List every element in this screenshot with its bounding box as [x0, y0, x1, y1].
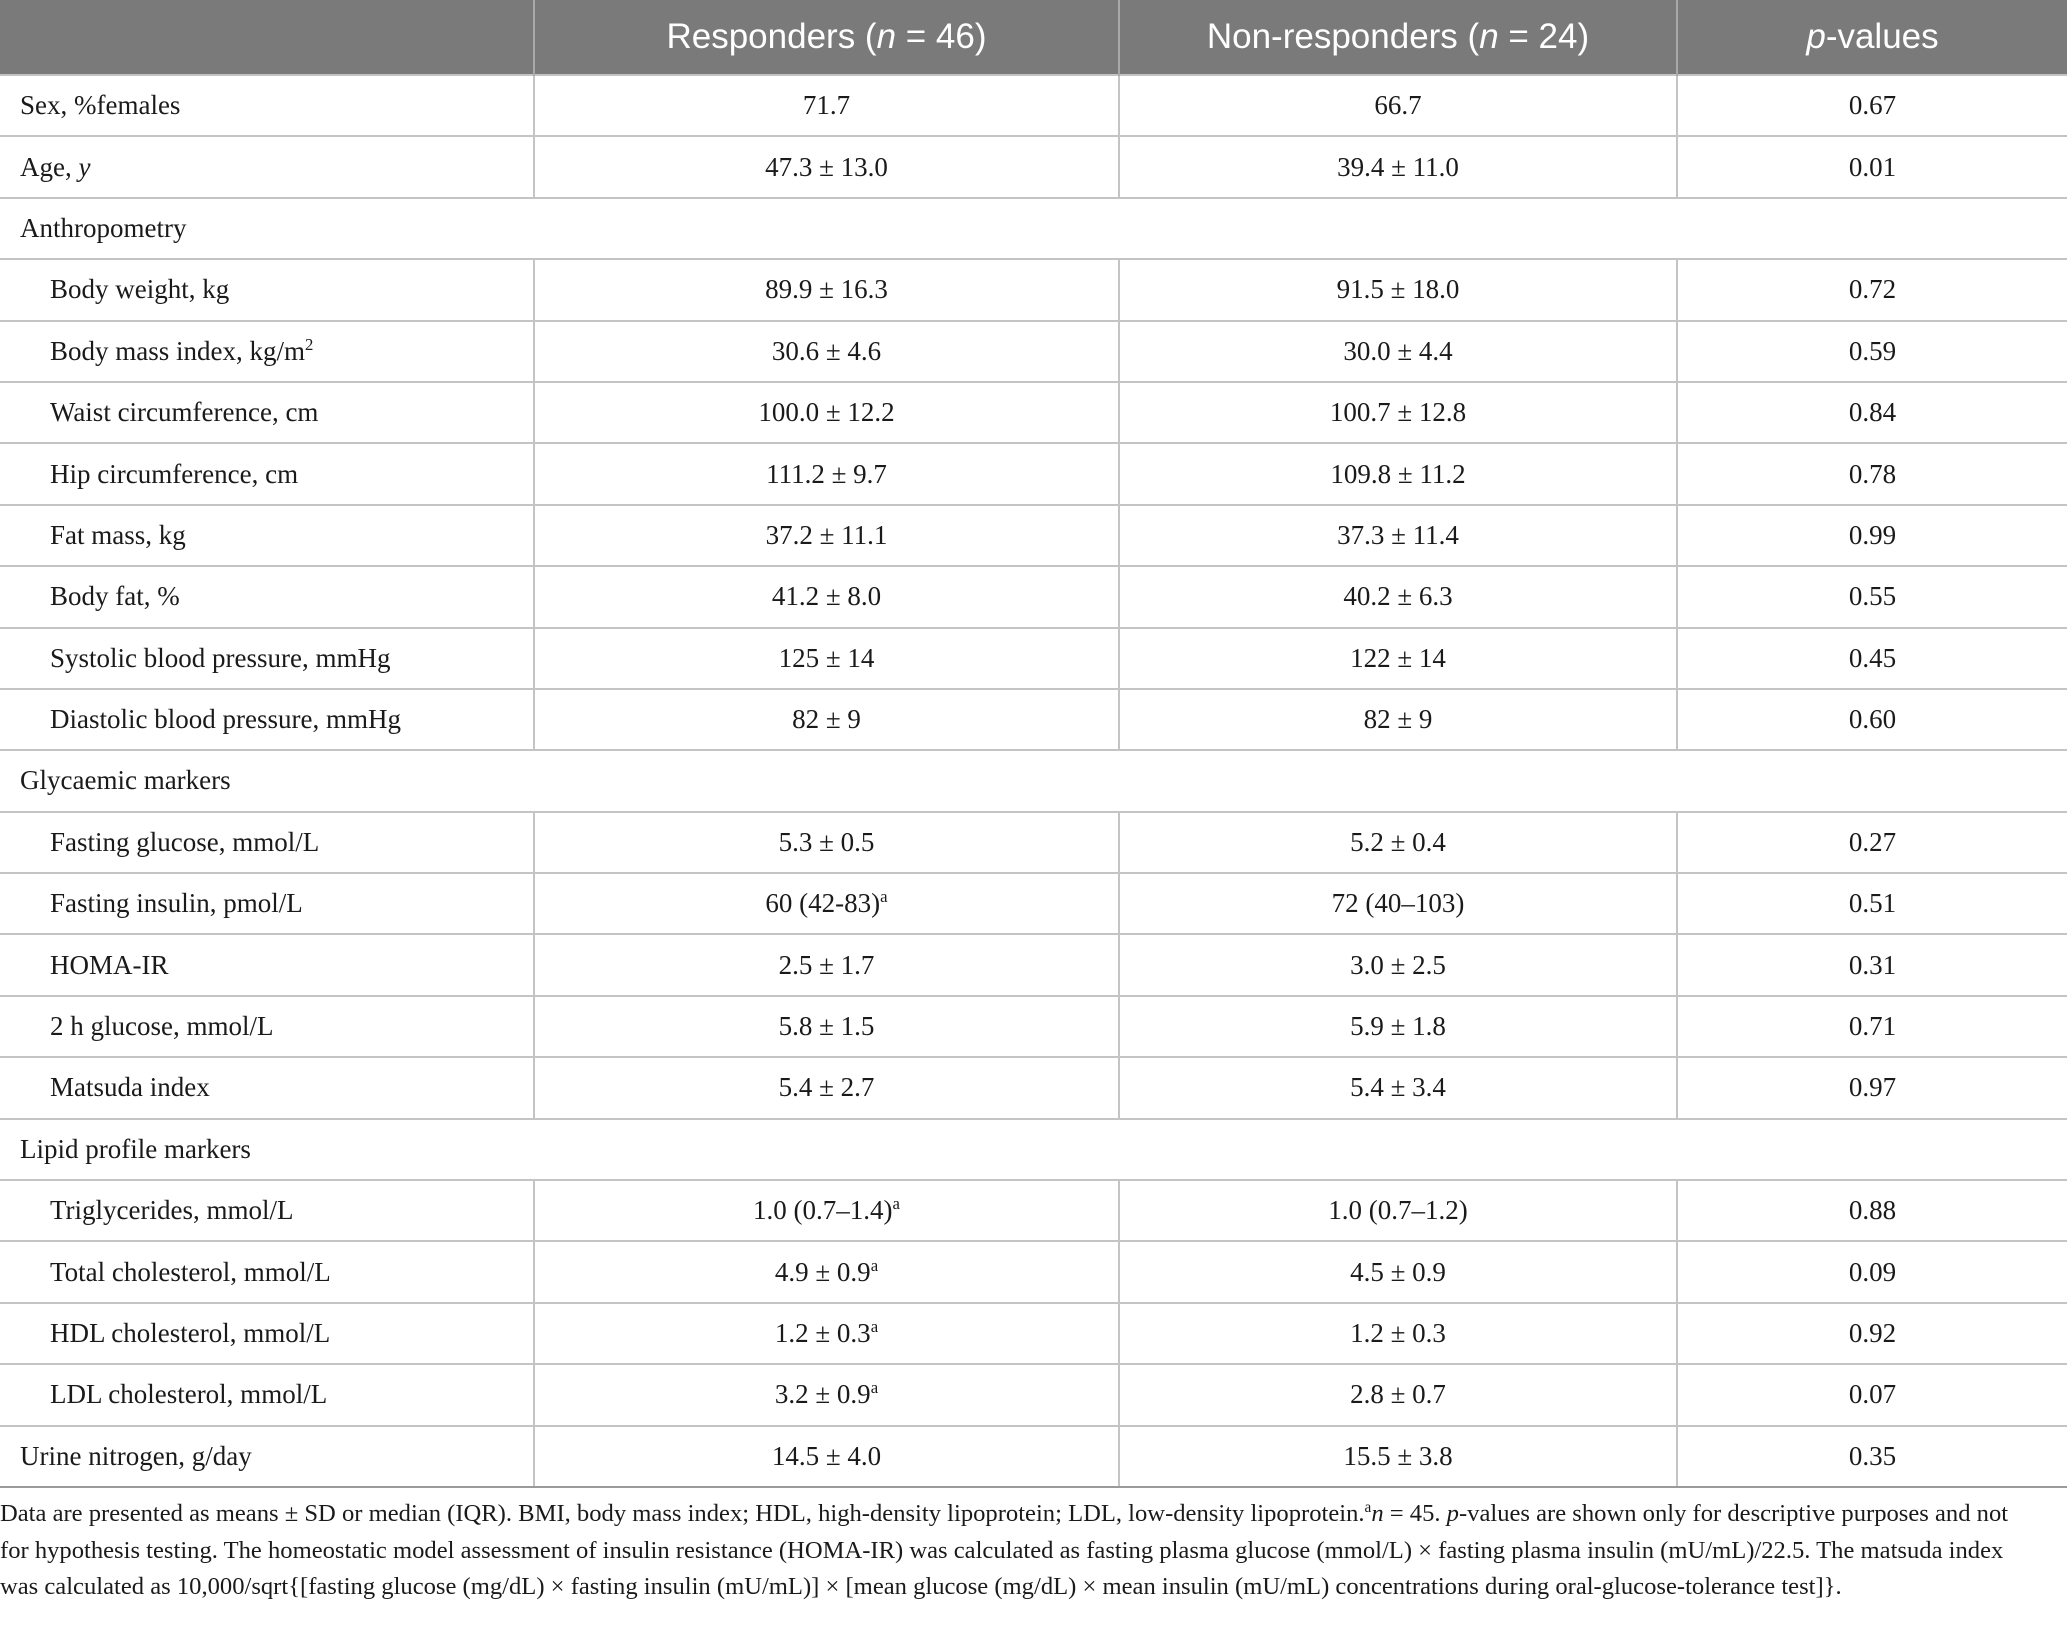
responders-value: 47.3 ± 13.0 [534, 136, 1119, 197]
section-heading: Anthropometry [0, 198, 2067, 259]
responders-value: 2.5 ± 1.7 [534, 934, 1119, 995]
row-label: Hip circumference, cm [0, 443, 534, 504]
footnote-marker: a [870, 1317, 879, 1336]
p-value: 0.60 [1677, 689, 2067, 750]
header-responders-pre: Responders ( [666, 17, 877, 56]
row-label: 2 h glucose, mmol/L [0, 996, 534, 1057]
footnote-part1: Data are presented as means ± SD or median (IQR). BMI, body mass index; HDL, high-density lipoprotein; LDL, low-density lipoprotein. [0, 1500, 1365, 1527]
value-text: 3.2 ± 0.9 [774, 1379, 871, 1410]
non-responders-value: 82 ± 9 [1119, 689, 1677, 750]
p-value: 0.71 [1677, 996, 2067, 1057]
table-row-dbp [0, 689, 2067, 750]
value-text: 1.0 (0.7–1.4) [753, 1195, 893, 1226]
table-row-fasting-glucose [0, 812, 2067, 873]
row-label: HOMA-IR [0, 934, 534, 995]
table-row-hip [0, 443, 2067, 504]
table-row-2h-glucose [0, 996, 2067, 1057]
responders-value [534, 1303, 1119, 1364]
p-value: 0.97 [1677, 1057, 2067, 1118]
non-responders-value: 1.0 (0.7–1.2) [1119, 1180, 1677, 1241]
row-label [0, 136, 534, 197]
responders-value: 71.7 [534, 75, 1119, 136]
p-value: 0.01 [1677, 136, 2067, 197]
non-responders-value: 37.3 ± 11.4 [1119, 505, 1677, 566]
table-row-hdl [0, 1303, 2067, 1364]
row-label: Matsuda index [0, 1057, 534, 1118]
responders-value: 82 ± 9 [534, 689, 1119, 750]
row-label-text: Age, [20, 151, 79, 182]
header-responders [534, 0, 1119, 75]
non-responders-value: 15.5 ± 3.8 [1119, 1426, 1677, 1487]
p-value: 0.88 [1677, 1180, 2067, 1241]
table-row-bmi [0, 321, 2067, 382]
p-value: 0.59 [1677, 321, 2067, 382]
row-label: LDL cholesterol, mmol/L [0, 1364, 534, 1425]
header-nonresponders-pre: Non-responders ( [1206, 17, 1480, 56]
non-responders-value: 109.8 ± 11.2 [1119, 443, 1677, 504]
p-value: 0.72 [1677, 259, 2067, 320]
responders-value [534, 1364, 1119, 1425]
table-footnote [0, 1496, 2040, 1606]
p-value: 0.92 [1677, 1303, 2067, 1364]
responders-value [534, 1241, 1119, 1302]
header-nonresponders-post: = 24) [1498, 17, 1590, 56]
p-value: 0.84 [1677, 382, 2067, 443]
row-label: HDL cholesterol, mmol/L [0, 1303, 534, 1364]
table-row-body-weight [0, 259, 2067, 320]
row-label-unit: y [78, 151, 91, 182]
section-row-lipid [0, 1119, 2067, 1180]
non-responders-value: 5.4 ± 3.4 [1119, 1057, 1677, 1118]
header-p-values [1677, 0, 2067, 75]
non-responders-value: 40.2 ± 6.3 [1119, 566, 1677, 627]
row-label: Urine nitrogen, g/day [0, 1426, 534, 1487]
non-responders-value: 4.5 ± 0.9 [1119, 1241, 1677, 1302]
p-value: 0.45 [1677, 628, 2067, 689]
row-label: Fasting glucose, mmol/L [0, 812, 534, 873]
table-row-fat-mass [0, 505, 2067, 566]
table-body [0, 75, 2067, 1487]
row-label-text: Body mass index, kg/m [50, 335, 305, 366]
non-responders-value: 91.5 ± 18.0 [1119, 259, 1677, 320]
non-responders-value: 100.7 ± 12.8 [1119, 382, 1677, 443]
footnote-part3: -values are shown only for descriptive purposes and not for hypothesis testing. The homeostatic model assessment of insulin resistance (HOMA-IR) was calculated as fasting plasma glucose (mmol/L) × fasting plasma insulin (mU/mL)/22.5. The matsuda index was calculated as 10,000/sqrt{[fasting glucose (mg/dL) × fasting insulin (mU/mL)] × [mean glucose (mg/dL) × mean insulin (mU/mL) concentrations during oral-glucose-tolerance test]}. [0, 1500, 2009, 1600]
section-row-glycaemic [0, 750, 2067, 811]
table-row-age [0, 136, 2067, 197]
footnote-text [0, 1496, 2040, 1606]
header-nonresponders-n: n [1479, 17, 1499, 56]
table-row-total-cholesterol [0, 1241, 2067, 1302]
table-row-sex [0, 75, 2067, 136]
footnote-part2: = 45. [1383, 1500, 1447, 1527]
non-responders-value: 66.7 [1119, 75, 1677, 136]
p-value: 0.35 [1677, 1426, 2067, 1487]
non-responders-value: 30.0 ± 4.4 [1119, 321, 1677, 382]
non-responders-value: 2.8 ± 0.7 [1119, 1364, 1677, 1425]
responders-value: 100.0 ± 12.2 [534, 382, 1119, 443]
table-row-ldl [0, 1364, 2067, 1425]
non-responders-value: 5.2 ± 0.4 [1119, 812, 1677, 873]
row-label: Fat mass, kg [0, 505, 534, 566]
value-text: 1.2 ± 0.3 [774, 1318, 871, 1348]
responders-value: 5.4 ± 2.7 [534, 1057, 1119, 1118]
p-value: 0.99 [1677, 505, 2067, 566]
row-label: Body weight, kg [0, 259, 534, 320]
table-row-urine-nitrogen [0, 1426, 2067, 1487]
responders-value [534, 873, 1119, 934]
non-responders-value: 72 (40–103) [1119, 873, 1677, 934]
p-value: 0.09 [1677, 1241, 2067, 1302]
p-value: 0.07 [1677, 1364, 2067, 1425]
non-responders-value: 3.0 ± 2.5 [1119, 934, 1677, 995]
responders-value: 89.9 ± 16.3 [534, 259, 1119, 320]
section-heading: Glycaemic markers [0, 750, 2067, 811]
table-row-homa-ir [0, 934, 2067, 995]
table-row-waist [0, 382, 2067, 443]
header-responders-n: n [876, 17, 897, 56]
table-row-sbp [0, 628, 2067, 689]
header-variable [0, 0, 534, 75]
row-label: Waist circumference, cm [0, 382, 534, 443]
p-value: 0.51 [1677, 873, 2067, 934]
row-label: Triglycerides, mmol/L [0, 1180, 534, 1241]
p-value: 0.31 [1677, 934, 2067, 995]
header-p: p [1806, 17, 1826, 56]
table-row-triglycerides [0, 1180, 2067, 1241]
responders-value: 37.2 ± 11.1 [534, 505, 1119, 566]
footnote-p: p [1446, 1500, 1459, 1527]
responders-value: 111.2 ± 9.7 [534, 443, 1119, 504]
header-p-post: -values [1825, 17, 1939, 56]
table-row-fasting-insulin [0, 873, 2067, 934]
responders-value: 14.5 ± 4.0 [534, 1426, 1119, 1487]
p-value: 0.55 [1677, 566, 2067, 627]
footnote-marker: a [870, 1378, 879, 1398]
responders-value: 125 ± 14 [534, 628, 1119, 689]
row-label [0, 321, 534, 382]
value-text: 4.9 ± 0.9 [774, 1256, 871, 1287]
non-responders-value: 1.2 ± 0.3 [1119, 1303, 1677, 1364]
footnote-marker: a [870, 1255, 879, 1275]
footnote-marker: a [892, 1194, 900, 1214]
row-label: Diastolic blood pressure, mmHg [0, 689, 534, 750]
footnote-marker: a [880, 887, 888, 907]
row-label: Sex, %females [0, 75, 534, 136]
responders-value: 5.3 ± 0.5 [534, 812, 1119, 873]
section-heading: Lipid profile markers [0, 1119, 2067, 1180]
value-text: 60 (42-83) [765, 888, 881, 919]
responders-value: 5.8 ± 1.5 [534, 996, 1119, 1057]
non-responders-value: 122 ± 14 [1119, 628, 1677, 689]
header-responders-post: = 46) [896, 17, 987, 56]
responders-value: 30.6 ± 4.6 [534, 321, 1119, 382]
p-value: 0.78 [1677, 443, 2067, 504]
row-label: Fasting insulin, pmol/L [0, 873, 534, 934]
responders-value: 41.2 ± 8.0 [534, 566, 1119, 627]
footnote-n: n [1371, 1500, 1384, 1527]
row-label: Body fat, % [0, 566, 534, 627]
non-responders-value: 39.4 ± 11.0 [1119, 136, 1677, 197]
row-label: Systolic blood pressure, mmHg [0, 628, 534, 689]
table-header [0, 0, 2067, 75]
row-label: Total cholesterol, mmol/L [0, 1241, 534, 1302]
row-label-sup: 2 [305, 334, 314, 354]
non-responders-value: 5.9 ± 1.8 [1119, 996, 1677, 1057]
p-value: 0.67 [1677, 75, 2067, 136]
responders-value [534, 1180, 1119, 1241]
header-non-responders [1119, 0, 1677, 75]
table-row-body-fat [0, 566, 2067, 627]
footnote-sup-a: a [1364, 1498, 1372, 1516]
table-row-matsuda [0, 1057, 2067, 1118]
p-value: 0.27 [1677, 812, 2067, 873]
section-row-anthropometry [0, 198, 2067, 259]
header-row [0, 0, 2067, 75]
